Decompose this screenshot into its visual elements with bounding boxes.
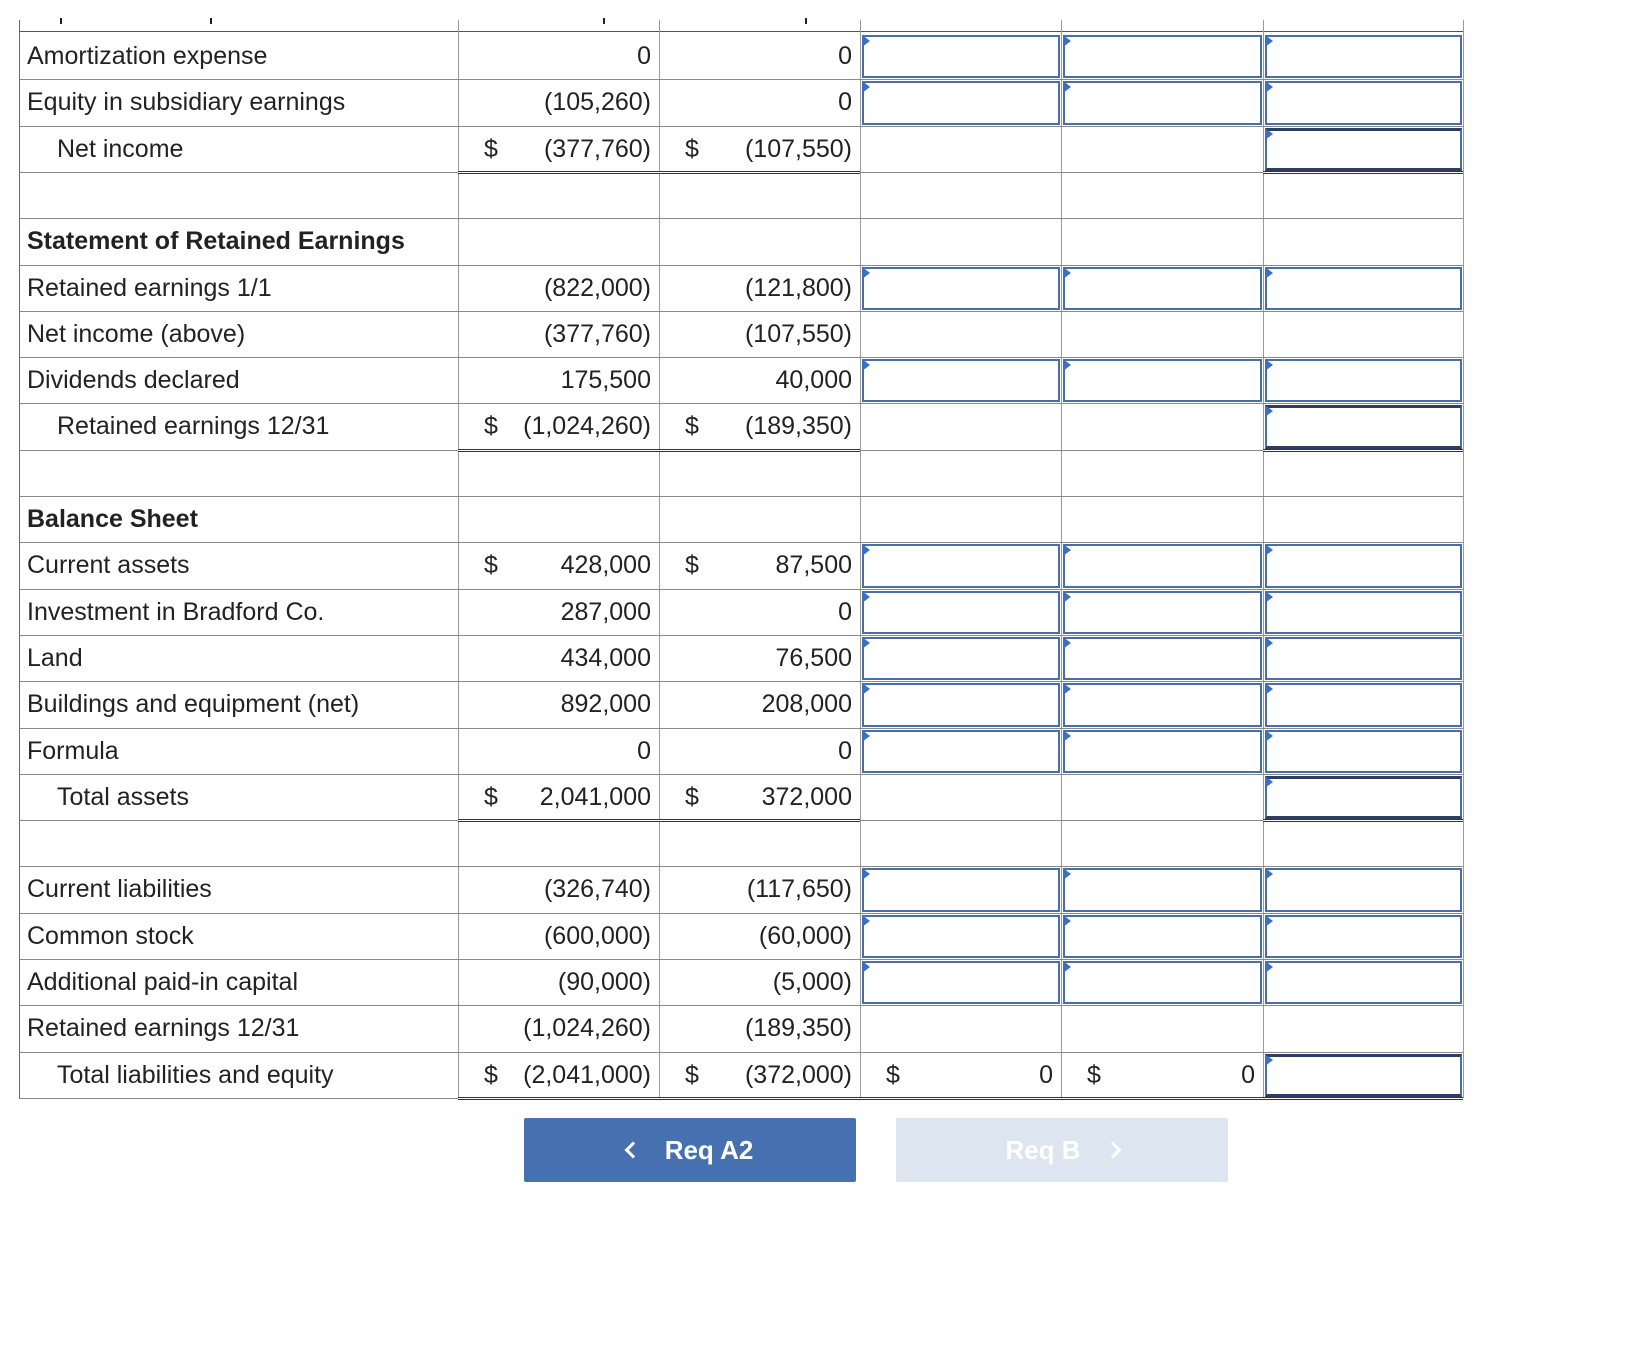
dropdown-marker-icon[interactable] xyxy=(1265,730,1273,742)
column-divider xyxy=(1463,20,1464,1098)
total-underline xyxy=(1263,449,1463,452)
dropdown-marker-icon[interactable] xyxy=(1265,591,1273,603)
dropdown-marker-icon[interactable] xyxy=(1063,591,1071,603)
value-cell xyxy=(458,357,659,403)
dropdown-marker-icon[interactable] xyxy=(1063,359,1071,371)
value-cell xyxy=(458,913,659,959)
adjustment-input[interactable] xyxy=(1265,544,1462,588)
value-cell xyxy=(458,1052,659,1098)
dropdown-marker-icon[interactable] xyxy=(1265,267,1273,279)
value-text: (822,000) xyxy=(543,273,651,302)
value-text: (377,760) xyxy=(543,134,651,163)
row-label: Net income (above) xyxy=(27,319,246,348)
adjustment-input[interactable] xyxy=(1063,591,1262,634)
value-cell xyxy=(1061,450,1263,496)
value-text: 372,000 xyxy=(761,782,852,811)
value-text: (189,350) xyxy=(744,412,852,440)
chevron-right-icon xyxy=(1104,1142,1121,1159)
dollar-sign: $ xyxy=(484,1060,498,1089)
row-label xyxy=(19,450,458,496)
value-text: 0 xyxy=(1039,1060,1053,1089)
adjustment-input[interactable] xyxy=(862,591,1060,634)
value-cell xyxy=(458,820,659,866)
value-text: (326,740) xyxy=(543,875,651,903)
value-cell xyxy=(659,172,860,218)
dropdown-marker-icon[interactable] xyxy=(862,267,870,279)
dropdown-marker-icon[interactable] xyxy=(1265,868,1273,880)
dropdown-marker-icon[interactable] xyxy=(1265,1054,1273,1066)
row-label: Current liabilities xyxy=(27,875,212,903)
value-cell xyxy=(458,218,659,265)
value-text: 175,500 xyxy=(560,365,651,394)
value-cell xyxy=(659,79,860,126)
row-label: Additional paid-in capital xyxy=(27,967,299,996)
value-cell xyxy=(1061,126,1263,172)
value-text: (105,260) xyxy=(543,88,651,116)
adjustment-input[interactable] xyxy=(1063,915,1262,958)
row-label: Statement of Retained Earnings xyxy=(27,227,405,255)
dropdown-marker-icon[interactable] xyxy=(862,81,870,93)
adjustment-input[interactable] xyxy=(1063,868,1262,912)
adjustment-input[interactable] xyxy=(1265,359,1462,402)
value-cell xyxy=(458,265,659,311)
value-cell xyxy=(458,79,659,126)
value-text: (1,024,260) xyxy=(523,1014,651,1042)
value-cell xyxy=(458,589,659,635)
dropdown-marker-icon[interactable] xyxy=(1265,359,1273,371)
dropdown-marker-icon[interactable] xyxy=(1265,405,1273,417)
value-cell xyxy=(860,126,1061,172)
dollar-sign: $ xyxy=(1087,1060,1101,1089)
value-cell xyxy=(458,866,659,913)
value-text: (121,800) xyxy=(744,273,852,302)
row-label xyxy=(19,172,458,218)
adjustment-input[interactable] xyxy=(1063,359,1262,402)
value-cell xyxy=(1061,820,1263,866)
value-text: 428,000 xyxy=(560,551,651,579)
value-cell xyxy=(659,728,860,774)
value-cell xyxy=(659,126,860,172)
value-cell xyxy=(659,774,860,820)
value-cell xyxy=(860,820,1061,866)
value-text: 0 xyxy=(1241,1060,1255,1089)
adjustment-input[interactable] xyxy=(1265,776,1462,819)
value-text: 0 xyxy=(838,88,852,116)
value-cell xyxy=(1061,311,1263,357)
adjustment-input[interactable] xyxy=(862,730,1060,773)
dropdown-marker-icon[interactable] xyxy=(1063,637,1071,649)
dropdown-marker-icon[interactable] xyxy=(1265,35,1273,47)
dropdown-marker-icon[interactable] xyxy=(1265,637,1273,649)
adjustment-input[interactable] xyxy=(862,81,1060,125)
dropdown-marker-icon[interactable] xyxy=(1063,35,1071,47)
value-cell xyxy=(458,542,659,589)
value-cell xyxy=(659,820,860,866)
dropdown-marker-icon[interactable] xyxy=(862,683,870,695)
next-req-button[interactable] xyxy=(896,1118,1228,1182)
dropdown-marker-icon[interactable] xyxy=(862,961,870,973)
dropdown-marker-icon[interactable] xyxy=(1265,776,1273,788)
dollar-sign: $ xyxy=(685,1060,699,1089)
value-cell xyxy=(1061,172,1263,218)
adjustment-input[interactable] xyxy=(1063,730,1262,773)
total-underline xyxy=(1263,171,1463,174)
adjustment-input[interactable] xyxy=(1265,961,1462,1004)
value-text: 0 xyxy=(838,41,852,70)
cut-off-text-fragment xyxy=(60,18,62,24)
value-cell xyxy=(659,33,860,79)
value-cell xyxy=(659,635,860,681)
value-cell xyxy=(860,218,1061,265)
value-cell xyxy=(1061,1005,1263,1052)
cut-off-text-fragment xyxy=(805,18,807,24)
adjustment-input[interactable] xyxy=(1265,637,1462,680)
adjustment-input[interactable] xyxy=(1063,637,1262,680)
dropdown-marker-icon[interactable] xyxy=(862,637,870,649)
adjustment-input[interactable] xyxy=(1063,267,1262,310)
cut-off-text-fragment xyxy=(210,18,212,24)
dollar-sign: $ xyxy=(484,782,498,811)
value-cell xyxy=(1061,496,1263,542)
row-label: Balance Sheet xyxy=(27,504,198,533)
value-cell xyxy=(458,403,659,450)
value-text: 76,500 xyxy=(775,643,852,672)
adjustment-input[interactable] xyxy=(1063,683,1262,727)
value-cell xyxy=(1061,774,1263,820)
dropdown-marker-icon[interactable] xyxy=(862,868,870,880)
row-label: Retained earnings 12/31 xyxy=(57,412,330,440)
value-cell xyxy=(659,403,860,450)
value-cell xyxy=(659,496,860,542)
value-text: (377,760) xyxy=(543,319,651,348)
adjustment-input[interactable] xyxy=(1265,128,1462,171)
row-label: Equity in subsidiary earnings xyxy=(27,88,346,116)
value-cell xyxy=(659,450,860,496)
value-text: 208,000 xyxy=(761,690,852,718)
value-cell xyxy=(458,450,659,496)
adjustment-input[interactable] xyxy=(862,544,1060,588)
row-label: Retained earnings 1/1 xyxy=(27,273,272,302)
value-cell xyxy=(458,33,659,79)
value-cell xyxy=(1061,403,1263,450)
value-cell xyxy=(659,218,860,265)
dropdown-marker-icon[interactable] xyxy=(1063,730,1071,742)
value-cell xyxy=(458,774,659,820)
value-cell xyxy=(659,1005,860,1052)
dropdown-marker-icon[interactable] xyxy=(862,730,870,742)
row-label: Land xyxy=(27,643,83,672)
value-cell xyxy=(659,959,860,1005)
adjustment-input[interactable] xyxy=(1063,35,1262,78)
value-text: 0 xyxy=(637,736,651,765)
adjustment-input[interactable] xyxy=(1265,405,1462,449)
adjustment-input[interactable] xyxy=(1265,591,1462,634)
column-divider xyxy=(1263,20,1264,1098)
value-text: (5,000) xyxy=(772,967,852,996)
chevron-left-icon xyxy=(624,1142,641,1159)
row-label: Formula xyxy=(27,736,119,765)
dollar-sign: $ xyxy=(484,551,498,579)
dollar-sign: $ xyxy=(484,134,498,163)
dollar-sign: $ xyxy=(886,1060,900,1089)
adjustment-input[interactable] xyxy=(862,637,1060,680)
dropdown-marker-icon[interactable] xyxy=(1063,81,1071,93)
value-text: (189,350) xyxy=(744,1014,852,1042)
value-cell xyxy=(458,172,659,218)
adjustment-input[interactable] xyxy=(1265,1054,1462,1097)
adjustment-input[interactable] xyxy=(862,683,1060,727)
dropdown-marker-icon[interactable] xyxy=(1063,683,1071,695)
value-cell xyxy=(659,681,860,728)
value-text: 0 xyxy=(838,736,852,765)
value-text: 892,000 xyxy=(560,690,651,718)
cut-off-text-fragment xyxy=(603,18,605,24)
value-text: (117,650) xyxy=(746,875,852,903)
dollar-sign: $ xyxy=(685,412,699,440)
value-text: (107,550) xyxy=(744,134,852,163)
value-cell xyxy=(860,496,1061,542)
value-text: 434,000 xyxy=(560,643,651,672)
value-text: (2,041,000) xyxy=(523,1060,651,1089)
adjustment-input[interactable] xyxy=(1265,35,1462,78)
adjustment-input[interactable] xyxy=(862,961,1060,1004)
row-label: Total liabilities and equity xyxy=(57,1060,334,1089)
dropdown-marker-icon[interactable] xyxy=(1063,915,1071,927)
value-cell xyxy=(860,1052,1061,1098)
dropdown-marker-icon[interactable] xyxy=(1265,961,1273,973)
value-cell xyxy=(458,126,659,172)
dollar-sign: $ xyxy=(685,134,699,163)
adjustment-input[interactable] xyxy=(1265,730,1462,773)
value-cell xyxy=(860,450,1061,496)
row-label xyxy=(19,820,458,866)
value-cell xyxy=(860,403,1061,450)
value-cell xyxy=(659,542,860,589)
adjustment-input[interactable] xyxy=(1063,544,1262,588)
value-text: 0 xyxy=(637,41,651,70)
dollar-sign: $ xyxy=(484,412,498,440)
value-text: 2,041,000 xyxy=(539,782,651,811)
value-cell xyxy=(458,496,659,542)
value-text: (600,000) xyxy=(543,921,651,950)
value-cell xyxy=(659,589,860,635)
dropdown-marker-icon[interactable] xyxy=(862,591,870,603)
row-label: Retained earnings 12/31 xyxy=(27,1014,300,1042)
dropdown-marker-icon[interactable] xyxy=(862,915,870,927)
row-label: Common stock xyxy=(27,921,194,950)
dropdown-marker-icon[interactable] xyxy=(1265,544,1273,556)
row-label: Buildings and equipment (net) xyxy=(27,690,360,718)
dollar-sign: $ xyxy=(685,551,699,579)
value-cell xyxy=(860,774,1061,820)
table-top-border xyxy=(19,31,1463,32)
value-cell xyxy=(458,681,659,728)
adjustment-input[interactable] xyxy=(1063,961,1262,1004)
value-cell xyxy=(458,728,659,774)
value-text: 0 xyxy=(838,597,852,626)
value-cell xyxy=(1061,1052,1263,1098)
prev-req-button[interactable] xyxy=(524,1118,856,1182)
dropdown-marker-icon[interactable] xyxy=(1265,81,1273,93)
value-cell xyxy=(458,1005,659,1052)
adjustment-input[interactable] xyxy=(862,35,1060,78)
value-cell xyxy=(1061,218,1263,265)
value-cell xyxy=(659,357,860,403)
adjustment-input[interactable] xyxy=(862,267,1060,310)
adjustment-input[interactable] xyxy=(862,868,1060,912)
value-cell xyxy=(458,311,659,357)
value-text: (90,000) xyxy=(557,967,651,996)
dropdown-marker-icon[interactable] xyxy=(862,544,870,556)
value-cell xyxy=(659,913,860,959)
dollar-sign: $ xyxy=(685,782,699,811)
value-text: 40,000 xyxy=(775,365,852,394)
value-cell xyxy=(860,172,1061,218)
value-text: 287,000 xyxy=(560,597,651,626)
next-req-label: Req B xyxy=(1005,1134,1081,1165)
total-underline xyxy=(1263,819,1463,822)
dropdown-marker-icon[interactable] xyxy=(1063,544,1071,556)
value-cell xyxy=(659,265,860,311)
row-label: Investment in Bradford Co. xyxy=(27,597,325,626)
value-cell xyxy=(860,1005,1061,1052)
value-cell xyxy=(659,311,860,357)
value-cell xyxy=(458,635,659,681)
dropdown-marker-icon[interactable] xyxy=(1063,267,1071,279)
value-text: 87,500 xyxy=(775,551,852,579)
value-cell xyxy=(659,1052,860,1098)
row-label: Amortization expense xyxy=(27,41,268,70)
adjustment-input[interactable] xyxy=(1265,868,1462,912)
dropdown-marker-icon[interactable] xyxy=(1063,961,1071,973)
dropdown-marker-icon[interactable] xyxy=(1063,868,1071,880)
dropdown-marker-icon[interactable] xyxy=(1265,683,1273,695)
adjustment-input[interactable] xyxy=(1265,683,1462,727)
dropdown-marker-icon[interactable] xyxy=(1265,915,1273,927)
dropdown-marker-icon[interactable] xyxy=(862,35,870,47)
adjustment-input[interactable] xyxy=(1063,81,1262,125)
value-text: (60,000) xyxy=(758,921,852,950)
value-cell xyxy=(659,866,860,913)
dropdown-marker-icon[interactable] xyxy=(862,359,870,371)
row-label: Current assets xyxy=(27,551,190,579)
row-label: Net income xyxy=(57,134,184,163)
adjustment-input[interactable] xyxy=(1265,81,1462,125)
value-text: (107,550) xyxy=(744,319,852,348)
row-label: Total assets xyxy=(57,782,190,811)
value-cell xyxy=(458,959,659,1005)
dropdown-marker-icon[interactable] xyxy=(1265,128,1273,140)
prev-req-label: Req A2 xyxy=(664,1134,754,1165)
value-text: (372,000) xyxy=(744,1060,852,1089)
adjustment-input[interactable] xyxy=(862,359,1060,402)
table-bottom-underline xyxy=(458,1097,1463,1100)
adjustment-input[interactable] xyxy=(862,915,1060,958)
row-label: Dividends declared xyxy=(27,365,240,394)
value-text: (1,024,260) xyxy=(523,412,651,440)
adjustment-input[interactable] xyxy=(1265,267,1462,310)
value-cell xyxy=(860,311,1061,357)
adjustment-input[interactable] xyxy=(1265,915,1462,958)
